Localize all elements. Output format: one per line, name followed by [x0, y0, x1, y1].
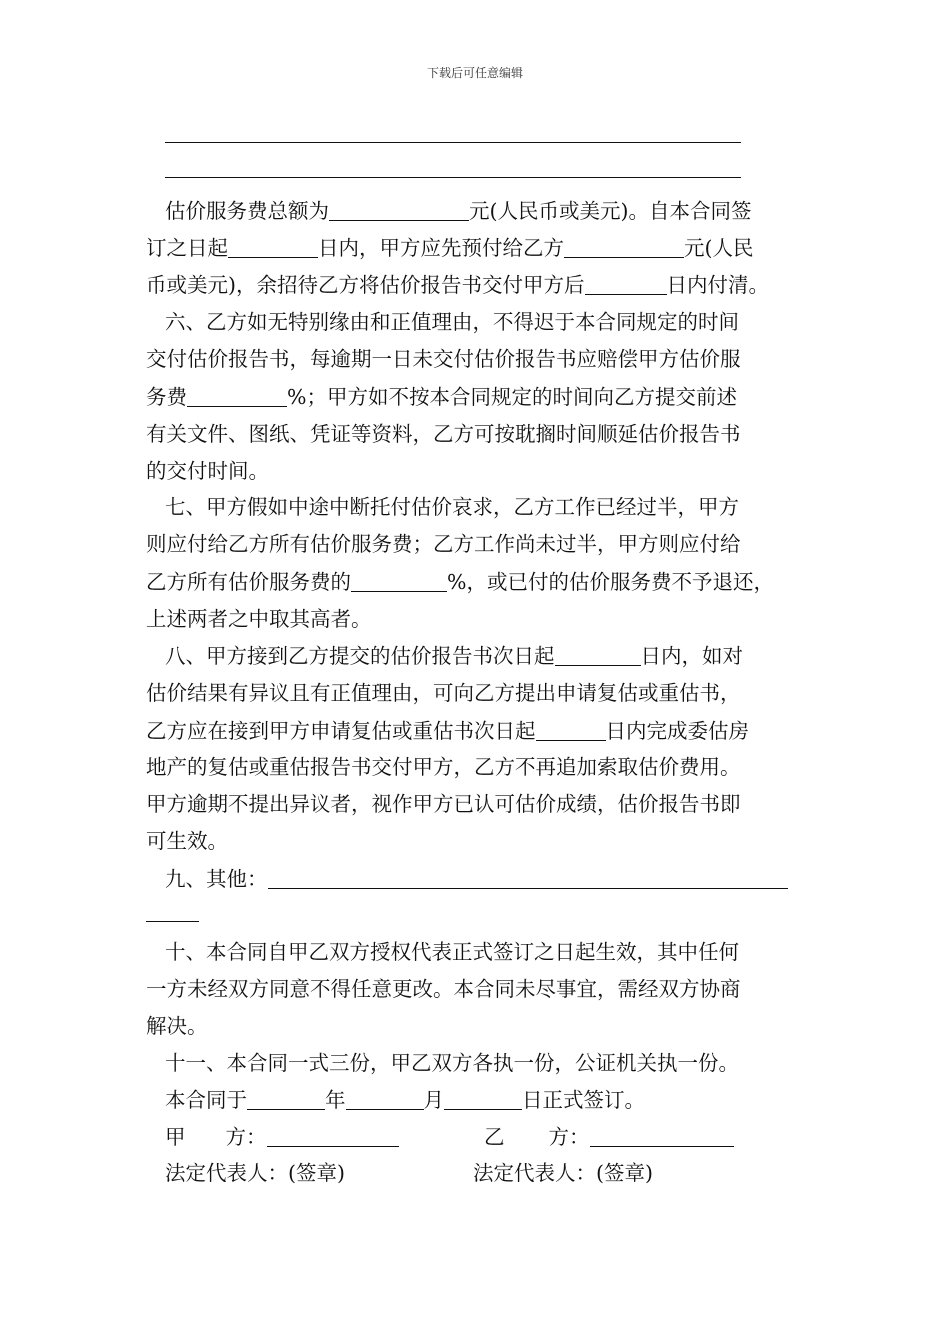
- prepay-blank: [564, 237, 684, 258]
- clause-10-line-2: 一方未经双方同意不得任意更改。本合同未尽事宜，需经双方协商: [146, 977, 741, 1001]
- clause-5-line-2: 订之日起 日内，甲方应先预付给乙方 元(人民: [146, 236, 754, 260]
- fill-rule-2: [165, 177, 741, 178]
- signing-date-line: 本合同于 年 月 日正式签订。: [165, 1088, 645, 1112]
- fee-percent-blank: [351, 571, 447, 592]
- page-header: 下载后可任意编辑: [426, 66, 523, 80]
- clause-8-line-4: 地产的复估或重估报告书交付甲方，乙方不再追加索取估价费用。: [146, 755, 741, 779]
- party-a-representative: 法定代表人：(签章): [165, 1161, 345, 1185]
- month-blank: [346, 1089, 424, 1110]
- payoff-days-blank: [585, 274, 667, 295]
- clause-7-line-3: 乙方所有估价服务费的 %，或已付的估价服务费不予退还，: [146, 570, 774, 594]
- fill-rule-1: [165, 142, 741, 143]
- other-terms-blank: [268, 868, 788, 889]
- party-a-line: 甲 方：: [165, 1126, 399, 1148]
- objection-days-blank: [555, 645, 641, 666]
- clause-10-line-1: 十、本合同自甲乙双方授权代表正式签订之日起生效，其中任何: [165, 940, 739, 964]
- fee-total-blank: [329, 200, 469, 221]
- clause-7-line-2: 则应付给乙方所有估价服务费；乙方工作尚未过半，甲方则应付给: [146, 532, 741, 556]
- clause-8-line-5: 甲方逾期不提出异议者，视作甲方已认可估价成绩，估价报告书即: [146, 792, 741, 816]
- clause-9-line-1: 九、其他：: [165, 868, 788, 890]
- clause-6-line-2: 交付估价报告书，每逾期一日未交付估价报告书应赔偿甲方估价服: [146, 347, 741, 371]
- clause-5-line-3: 币或美元)，余招待乙方将估价报告书交付甲方后 日内付清。: [146, 273, 769, 297]
- clause-8-line-3: 乙方应在接到甲方申请复估或重估书次日起 日内完成委估房: [146, 719, 749, 743]
- clause-11-line-1: 十一、本合同一式三份，甲乙双方各执一份，公证机关执一份。: [165, 1051, 739, 1075]
- clause-8-line-6: 可生效。: [146, 829, 228, 853]
- reappraisal-days-blank: [536, 720, 606, 741]
- penalty-percent-blank: [187, 386, 287, 407]
- days-blank: [228, 237, 318, 258]
- party-b-line: 乙 方：: [484, 1126, 734, 1148]
- day-blank: [444, 1089, 522, 1110]
- party-b-blank: [590, 1126, 734, 1147]
- clause-5-line-1: 估价服务费总额为 元(人民币或美元)。自本合同签: [165, 199, 752, 223]
- year-blank: [247, 1089, 325, 1110]
- clause-6-line-3: 务费 %；甲方如不按本合同规定的时间向乙方提交前述: [146, 385, 737, 409]
- clause-6-line-1: 六、乙方如无特别缘由和正值理由，不得迟于本合同规定的时间: [165, 310, 739, 334]
- clause-7-line-1: 七、甲方假如中途中断托付估价哀求，乙方工作已经过半，甲方: [165, 495, 739, 519]
- clause-6-line-4: 有关文件、图纸、凭证等资料，乙方可按耽搁时间顺延估价报告书: [146, 422, 741, 446]
- clause-7-line-4: 上述两者之中取其高者。: [146, 607, 372, 631]
- clause-10-line-3: 解决。: [146, 1014, 208, 1038]
- clause-8-line-1: 八、甲方接到乙方提交的估价报告书次日起 日内，如对: [165, 644, 743, 668]
- party-a-blank: [267, 1126, 399, 1147]
- party-b-representative: 法定代表人：(签章): [473, 1161, 653, 1185]
- clause-6-line-5: 的交付时间。: [146, 459, 269, 483]
- other-terms-blank-cont: [146, 921, 199, 922]
- clause-8-line-2: 估价结果有异议且有正值理由，可向乙方提出申请复估或重估书，: [146, 681, 741, 705]
